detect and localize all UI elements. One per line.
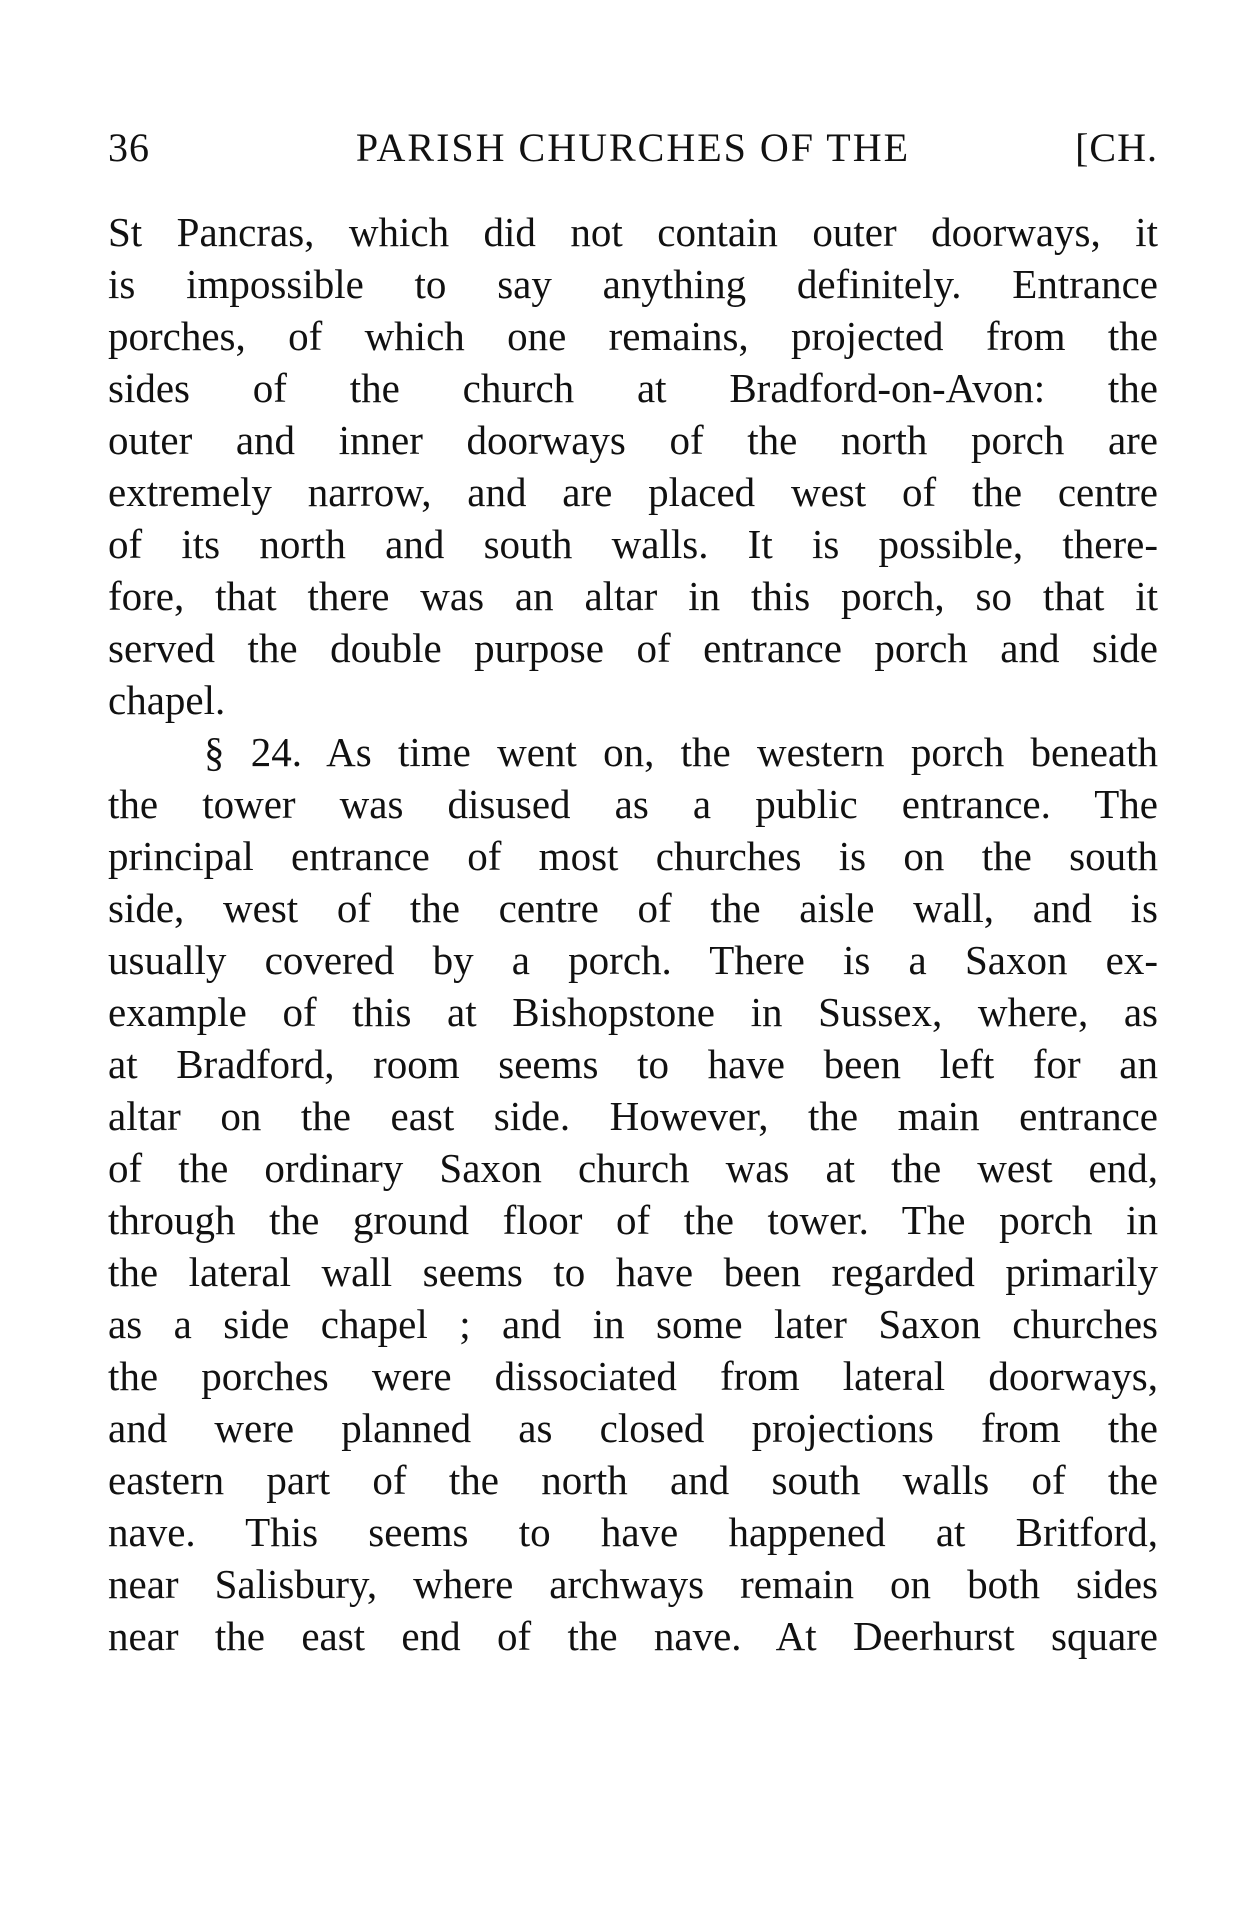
text-line: sides of the church at Bradford-on-Avon: the xyxy=(108,365,1158,411)
text-line: altar on the east side. However, the main entrance xyxy=(108,1093,1158,1139)
text-line: side, west of the centre of the aisle wall, and is xyxy=(108,885,1158,931)
text-line: of its north and south walls. It is possible, there- xyxy=(108,521,1158,567)
text-line: eastern part of the north and south walls of the xyxy=(108,1457,1158,1503)
text-line: as a side chapel ; and in some later Saxon churches xyxy=(108,1301,1158,1347)
text-line: and were planned as closed projections from the xyxy=(108,1405,1158,1451)
text-line: near the east end of the nave. At Deerhurst square xyxy=(108,1613,1158,1659)
text-line: chapel. xyxy=(108,677,226,723)
text-line: principal entrance of most churches is on the south xyxy=(108,833,1158,879)
text-line: at Bradford, room seems to have been left for an xyxy=(108,1041,1158,1087)
text-line: usually covered by a porch. There is a Saxon ex- xyxy=(108,937,1158,983)
text-line: porches, of which one remains, projected from the xyxy=(108,313,1158,359)
text-line: of the ordinary Saxon church was at the west end, xyxy=(108,1145,1158,1191)
text-line: fore, that there was an altar in this porch, so that it xyxy=(108,573,1158,619)
text-line: through the ground floor of the tower. The porch in xyxy=(108,1197,1158,1243)
text-line: the porches were dissociated from lateral doorways, xyxy=(108,1353,1158,1399)
chapter-marker: [CH. xyxy=(1075,125,1158,170)
text-line: the tower was disused as a public entrance. The xyxy=(108,781,1158,827)
running-title: PARISH CHURCHES OF THE xyxy=(355,125,911,170)
page-number: 36 xyxy=(108,125,150,170)
text-line: St Pancras, which did not contain outer doorways, it xyxy=(108,209,1158,255)
text-line: example of this at Bishopstone in Sussex, where, as xyxy=(108,989,1158,1035)
text-line: the lateral wall seems to have been regarded primarily xyxy=(108,1249,1158,1295)
section-start-line: § 24. As time went on, the western porch beneath xyxy=(204,729,1158,775)
body-text xyxy=(108,206,1158,1662)
text-line: nave. This seems to have happened at Britford, xyxy=(108,1509,1158,1555)
text-line: served the double purpose of entrance porch and side xyxy=(108,625,1158,671)
text-line: is impossible to say anything definitely. Entrance xyxy=(108,261,1158,307)
running-head xyxy=(108,118,1158,178)
text-line: near Salisbury, where archways remain on both sides xyxy=(108,1561,1158,1607)
text-line: extremely narrow, and are placed west of the centre xyxy=(108,469,1158,515)
text-line: outer and inner doorways of the north porch are xyxy=(108,417,1158,463)
